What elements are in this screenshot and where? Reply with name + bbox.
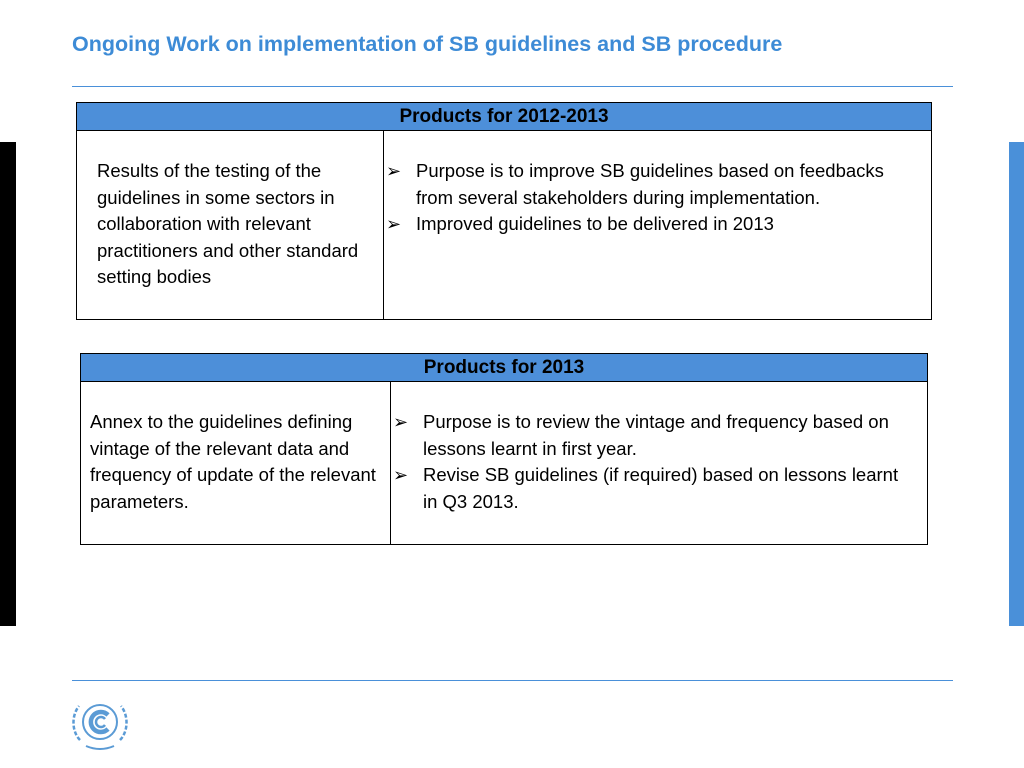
products-table-2012-2013 (76, 102, 932, 320)
list-item (393, 409, 917, 462)
right-edge-bar (1009, 142, 1024, 626)
list-item-text: Revise SB guidelines (if required) based on lessons learnt in Q3 2013. (423, 464, 899, 512)
list-item (393, 462, 917, 515)
footer-divider (72, 680, 953, 681)
slide-title: Ongoing Work on implementation of SB guidelines and SB procedure (72, 32, 783, 56)
arrowhead-bullet-icon: ➢ (386, 161, 402, 181)
arrowhead-bullet-icon: ➢ (386, 214, 402, 234)
unfccc-logo-icon (66, 694, 134, 754)
table-header: Products for 2012-2013 (77, 103, 932, 131)
title-divider (72, 86, 953, 87)
table-header: Products for 2013 (81, 354, 928, 382)
purpose-list (393, 409, 917, 515)
product-purpose-cell (384, 131, 932, 320)
left-edge-bar (0, 142, 16, 626)
product-description: Annex to the guidelines defining vintage of the relevant data and frequency of update of the relevant parameters. (81, 382, 391, 545)
list-item-text: Purpose is to review the vintage and frequency based on lessons learnt in first year. (423, 411, 889, 459)
products-table-2013 (80, 353, 928, 545)
list-item-text: Improved guidelines to be delivered in 2013 (416, 213, 774, 234)
list-item (386, 158, 921, 211)
arrowhead-bullet-icon: ➢ (393, 412, 409, 432)
product-purpose-cell (391, 382, 928, 545)
product-description: Results of the testing of the guidelines in some sectors in collaboration with relevant practitioners and other standard setting bodies (77, 131, 384, 320)
list-item-text: Purpose is to improve SB guidelines based on feedbacks from several stakeholders during implementation. (416, 160, 884, 208)
list-item (386, 211, 921, 238)
arrowhead-bullet-icon: ➢ (393, 465, 409, 485)
purpose-list (386, 158, 921, 238)
